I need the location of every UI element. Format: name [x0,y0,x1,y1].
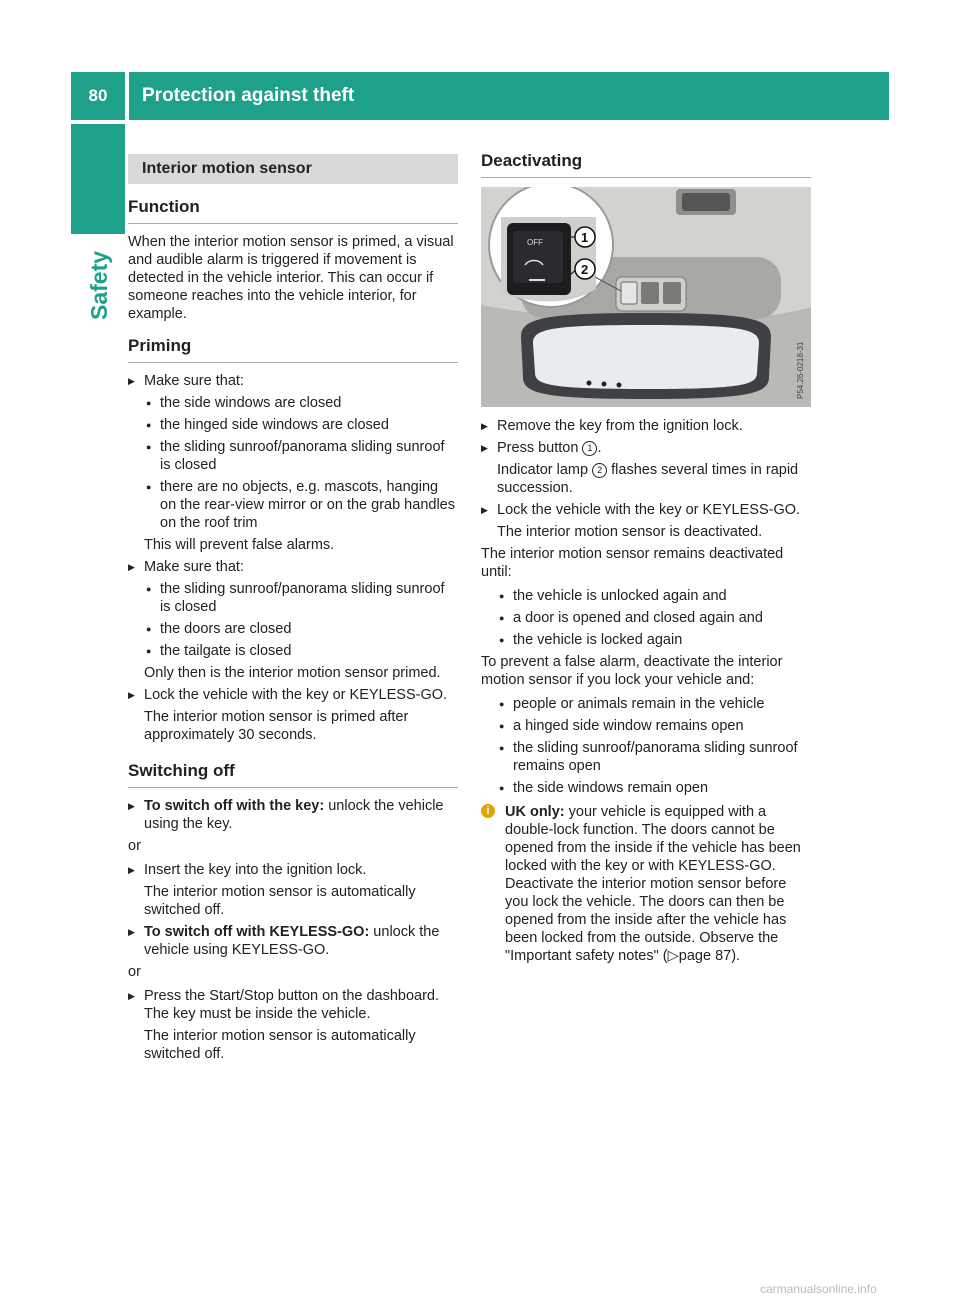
photo-illustration [481,187,811,407]
list-item: ● the doors are closed [128,620,458,638]
switch-step-result: The interior motion sensor is automatically switched off. [144,1028,416,1062]
step-text: flashes several times in rapid succession. [497,462,799,496]
right-column [481,150,811,965]
note-end: ). [731,948,741,964]
callout-2: 2 [581,262,589,277]
side-tab [71,124,125,234]
priming-step-result: The interior motion sensor is primed after approximately 30 seconds. [144,709,409,743]
note-bold-label: UK only: [505,804,565,820]
priming-step: ▶ Make sure that: [128,372,458,390]
function-heading: Function [128,198,458,224]
priming-step: ▶ Make sure that: [128,558,458,576]
priming-heading: Priming [128,337,458,363]
priming-note: This will prevent false alarms. [144,537,335,553]
deactivate-step-result: The interior motion sensor is deactivated. [497,524,763,540]
list-item: ● the vehicle is unlocked again and [481,587,811,605]
deactivate-step [481,439,811,457]
callout-ref-2: 2 [592,463,607,478]
list-item: ● the sliding sunroof/panorama sliding sunroof is closed [128,580,458,616]
switch-step: ▶ Insert the key into the ignition lock. [128,861,458,879]
list-item: ● the sliding sunroof/panorama sliding sunroof remains open [481,739,811,775]
or-text: or [128,964,141,980]
info-icon: i [481,804,495,818]
callout-ref-1: 1 [582,441,597,456]
switch-step-result: The interior motion sensor is automatically switched off. [144,884,416,918]
callout-1: 1 [581,230,589,245]
info-note [481,803,811,965]
off-label: OFF [527,238,543,247]
priming-step: ▶ Lock the vehicle with the key or KEYLESS-GO. [128,686,458,704]
list-item: ● the side windows remain open [481,779,811,797]
list-item: ● the vehicle is locked again [481,631,811,649]
prevent-text: To prevent a false alarm, deactivate the interior motion sensor if you lock your vehicle and: [481,654,783,688]
list-item: ● the side windows are closed [128,394,458,412]
page-number: 80 [71,72,125,120]
list-item: ● the hinged side windows are closed [128,416,458,434]
list-item: ● there are no objects, e.g. mascots, hanging on the rear-view mirror or on the grab handles on the roof trim [128,478,458,532]
page-ref-link[interactable]: page 87 [678,948,732,964]
step-text: . [597,440,602,456]
chapter-title: Protection against theft [129,72,889,120]
switch-step [128,923,458,959]
section-side-label: Safety [86,250,112,320]
step-text: unlock the vehicle using KEYLESS-GO. [144,924,440,958]
list-item: ● a door is opened and closed again and [481,609,811,627]
list-item: ● a hinged side window remains open [481,717,811,735]
deactivate-step: ▶ Lock the vehicle with the key or KEYLESS-GO. [481,501,811,519]
list-item: ● the tailgate is closed [128,642,458,660]
step-bold-label: To switch off with KEYLESS-GO: [144,924,370,940]
section-title: Interior motion sensor [128,154,458,184]
left-column [128,150,458,1067]
or-text: or [128,838,141,854]
step-text: unlock the vehicle using the key. [144,798,444,832]
photo-code: P54.26-0218-31 [796,341,805,399]
list-item: ● the sliding sunroof/panorama sliding sunroof is closed [128,438,458,474]
note-text: your vehicle is equipped with a double-lock function. The doors cannot be opened from the inside if the vehicle has been locked with the key or with KEYLESS-GO. Deactivate the interior motion sensor before you lock the vehicle. The doors can then be opened from the inside after the vehicle has been locked from the outside. Observe the "Important safety notes" ( [505,804,801,964]
deactivate-step-result [481,461,811,497]
deactivating-heading: Deactivating [481,152,811,178]
step-text: Indicator lamp [497,462,593,478]
step-text: Press button [497,440,583,456]
function-text: When the interior motion sensor is primed, a visual and audible alarm is triggered if movement is detected in the vehicle interior. This can occur if someone reaches into the vehicle interior, for example. [128,234,454,322]
priming-note: Only then is the interior motion sensor primed. [144,665,441,681]
page-ref-arrow-icon: ▷ [667,948,679,964]
watermark: carmanualsonline.info [760,1282,877,1296]
deactivate-step: ▶ Remove the key from the ignition lock. [481,417,811,435]
step-bold-label: To switch off with the key: [144,798,325,814]
overhead-control-panel-photo [481,187,811,407]
switching-off-heading: Switching off [128,762,458,788]
remains-text: The interior motion sensor remains deactivated until: [481,546,784,580]
switch-step: ▶ Press the Start/Stop button on the dashboard. The key must be inside the vehicle. [128,987,458,1023]
switch-step [128,797,458,833]
list-item: ● people or animals remain in the vehicle [481,695,811,713]
